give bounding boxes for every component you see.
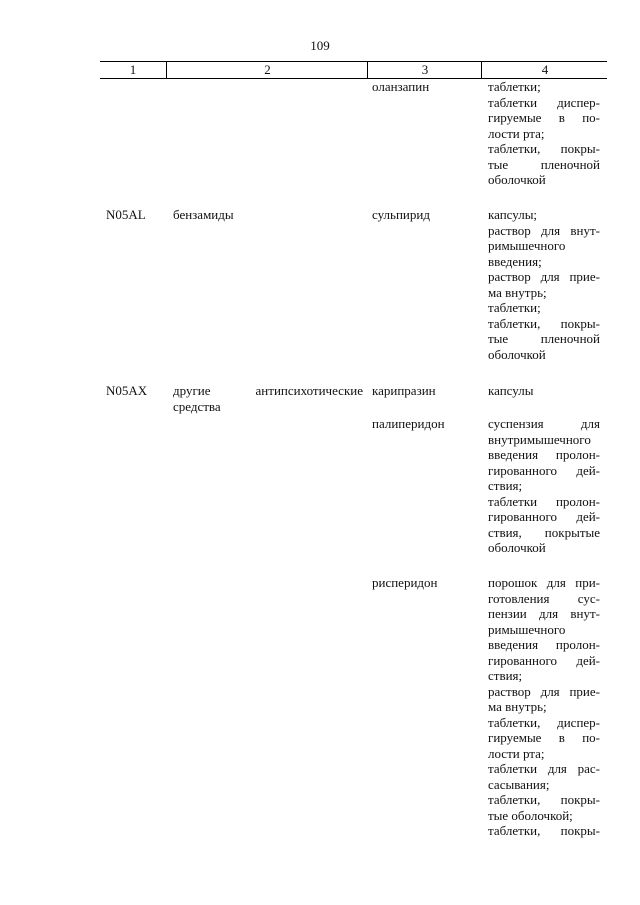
- form-line: суспензия для: [488, 416, 600, 431]
- form-line: тые пленочной: [488, 156, 600, 172]
- form-line: внутримышечного: [488, 431, 591, 447]
- form-line: тые пленочной: [488, 331, 600, 346]
- form-line: раствор для прие-: [488, 269, 600, 284]
- form-line: гируемые в по-: [488, 110, 600, 125]
- header-col-2: 2: [166, 62, 368, 78]
- form-line: таблетки диспер-: [488, 94, 600, 110]
- form-line: раствор для внут-: [488, 222, 600, 238]
- dosage-forms: [488, 416, 600, 556]
- form-line: гированного дей-: [488, 652, 600, 668]
- form-line: оболочкой: [488, 172, 546, 187]
- drug-name: рисперидон: [372, 575, 438, 590]
- group-line: бензамиды: [173, 207, 234, 222]
- form-line: таблетки пролон-: [488, 493, 600, 509]
- form-line: римышечного: [488, 621, 566, 637]
- form-line: оболочкой: [488, 540, 546, 555]
- form-line: ствия, покрытые: [488, 524, 600, 540]
- form-line: таблетки, покры-: [488, 315, 600, 331]
- form-line: таблетки для рас-: [488, 761, 600, 776]
- dosage-forms: [488, 383, 600, 399]
- form-line: лости рта;: [488, 745, 545, 761]
- drug-name: карипразин: [372, 383, 436, 398]
- form-line: оболочкой: [488, 346, 546, 362]
- dosage-forms: [488, 575, 600, 839]
- header-col-4: 4: [481, 62, 608, 78]
- page-number: 109: [310, 38, 330, 53]
- form-line: гированного дей-: [488, 509, 600, 524]
- pharm-group: [173, 207, 363, 223]
- form-line: капсулы;: [488, 207, 538, 222]
- drug-name: оланзапин: [372, 79, 430, 94]
- form-line: порошок для при-: [488, 575, 600, 590]
- form-line: пензии для внут-: [488, 606, 600, 621]
- drug-name: сульпирид: [372, 207, 430, 222]
- form-line: раствор для прие-: [488, 683, 600, 699]
- form-line: тые оболочкой;: [488, 807, 573, 823]
- form-line: таблетки, покры-: [488, 792, 600, 807]
- form-line: гируемые в по-: [488, 730, 600, 745]
- header-col-3: 3: [367, 62, 482, 78]
- drug-name: палиперидон: [372, 416, 445, 431]
- form-line: таблетки, диспер-: [488, 714, 600, 730]
- pharm-group: [173, 383, 363, 414]
- form-line: лости рта;: [488, 125, 545, 141]
- atc-code: N05AX: [106, 383, 148, 398]
- form-line: таблетки, покры-: [488, 141, 600, 156]
- header-col-1: 1: [129, 62, 137, 77]
- dosage-forms: [488, 207, 600, 362]
- group-line: другие антипсихотические: [173, 383, 363, 398]
- dosage-forms: [488, 79, 600, 188]
- form-line: ма внутрь;: [488, 699, 547, 714]
- form-line: таблетки, покры-: [488, 823, 600, 838]
- form-line: ствия;: [488, 668, 523, 683]
- form-line: таблетки;: [488, 300, 541, 315]
- table-header: [100, 61, 607, 79]
- form-line: введения пролон-: [488, 637, 600, 652]
- form-line: введения;: [488, 253, 542, 269]
- form-line: готовления сус-: [488, 590, 600, 606]
- form-line: капсулы: [488, 383, 534, 398]
- group-line: средства: [173, 398, 221, 414]
- form-line: сасывания;: [488, 776, 550, 792]
- form-line: гированного дей-: [488, 462, 600, 478]
- atc-code: N05AL: [106, 207, 146, 222]
- form-line: ствия;: [488, 478, 523, 493]
- form-line: ма внутрь;: [488, 284, 547, 300]
- form-line: римышечного: [488, 238, 566, 253]
- form-line: таблетки;: [488, 79, 541, 94]
- form-line: введения пролон-: [488, 447, 600, 462]
